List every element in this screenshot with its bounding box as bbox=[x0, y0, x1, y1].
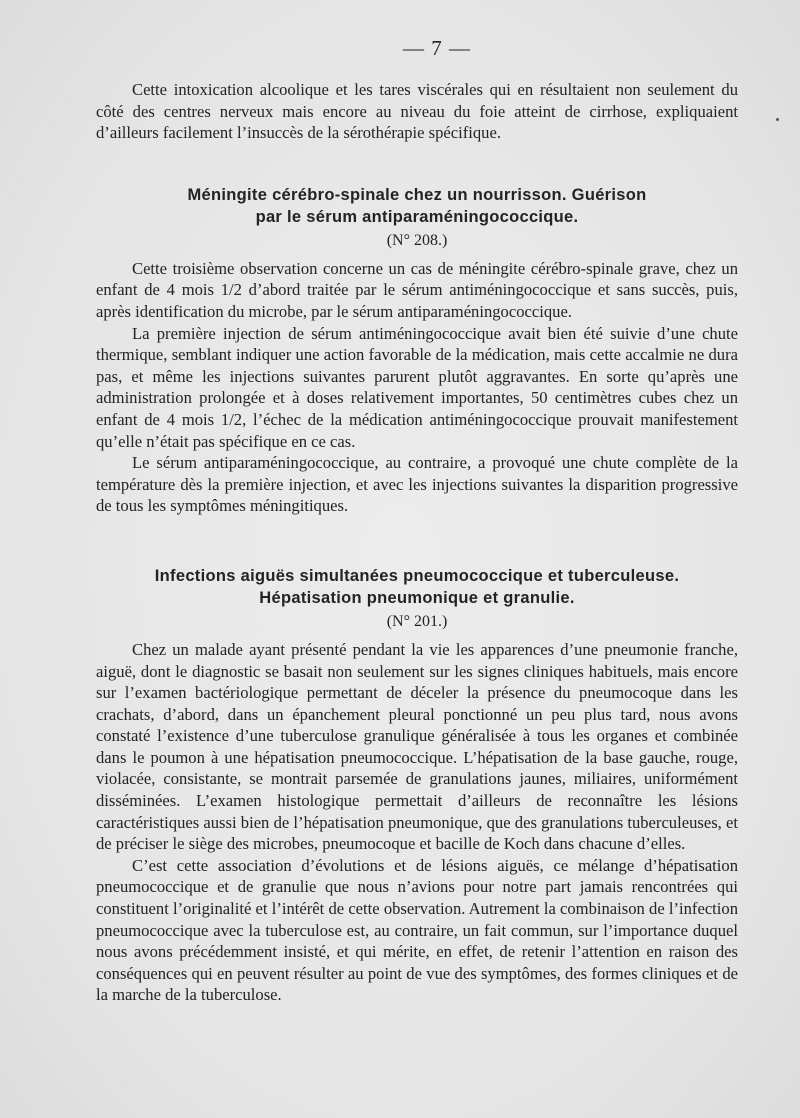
paragraph: C’est cette association d’évolutions et de lésions aiguës, ce mélange d’hépatisation pneumococcique et de granulie que nous n’avions pour notre part jamais rencontrées qui constituent l’originalité et l’intérêt de cette observation. Autrement la combinaison de l’infection pneumococcique avec la tuberculose est, au contraire, un fait commun, sur l’importance duquel nous avons précédemment insisté, et qui mérite, en effet, de retenir l’attention en raison des conséquences qui en peuvent résulter au point de vue des symptômes, des formes cliniques et de la marche de la tuberculose. bbox=[96, 855, 738, 1005]
section-title-line: Hépatisation pneumonique et granulie. bbox=[259, 588, 575, 607]
paper-speck bbox=[776, 118, 779, 121]
section-infections bbox=[96, 565, 738, 1006]
paragraph: La première injection de sérum antiméningococcique avait bien été suivie d’une chute thermique, semblant indiquer une action favorable de la médication, mais cette accalmie ne dura pas, et même les injections suivantes parurent plutôt aggravantes. En sorte qu’après une administration prolongée et à doses relativement importantes, 50 centimètres cubes chez un enfant de 4 mois 1/2, l’échec de la médication antiméningococcique prouvait manifestement qu’elle n’était pas spécifique en ce cas. bbox=[96, 323, 738, 451]
intro-paragraph: Cette intoxication alcoolique et les tares viscérales qui en résultaient non seulement du côté des centres nerveux mais encore au niveau du foie atteint de cirrhose, expliquaient d’ailleurs facilement l’insuccès de la sérothérapie spécifique. bbox=[96, 80, 738, 143]
observation-number: (N° 201.) bbox=[386, 612, 448, 630]
page-number: — 7 — bbox=[403, 36, 471, 60]
paragraph: Chez un malade ayant présenté pendant la vie les apparences d’une pneumonie franche, aiguë, dont le diagnostic se basait non seulement sur les signes cliniques habituels, mais encore sur l’examen bactériologique permettant de déceler la présence du pneumocoque dans les crachats, d’abord, dans un épanchement pleural ponctionné un peu plus tard, nous avons constaté l’existence d’une tuberculose granulique généralisée à tous les organes et combinée dans le poumon à une hépatisation pneumococcique. L’hépatisation de la base gauche, rouge, violacée, consistante, se montrait parsemée de granulations jaunes, miliaires, uniformément disséminées. L’examen histologique permettait d’ailleurs de reconnaître les lésions caractéristiques aussi bien de l’hépatisation pneumonique, que des granulations tuberculeuses, et de préciser le siège des microbes, pneumocoque et bacille de Koch dans chacune d’elles. bbox=[96, 639, 738, 854]
section-title-line: par le sérum antiparaméningococcique. bbox=[255, 207, 579, 226]
paragraph: Le sérum antiparaméningococcique, au contraire, a provoqué une chute complète de la température dès la première injection, et avec les injections suivantes la disparition progressive de tous les symptômes méningitiques. bbox=[96, 453, 738, 516]
observation-number: (N° 208.) bbox=[386, 231, 448, 249]
paragraph: Cette troisième observation concerne un cas de méningite cérébro-spinale grave, chez un enfant de 4 mois 1/2 d’abord traitée par le sérum antiméningococcique et sans succès, puis, après identification du microbe, par le sérum antiparaméningococcique. bbox=[96, 258, 738, 321]
section-meningite bbox=[96, 184, 738, 517]
section-title-line: Infections aiguës simultanées pneumococcique et tuberculeuse. bbox=[154, 566, 680, 585]
section-title bbox=[96, 565, 738, 609]
section-title-line: Méningite cérébro-spinale chez un nourrisson. Guérison bbox=[187, 185, 647, 204]
section-title bbox=[96, 184, 738, 228]
